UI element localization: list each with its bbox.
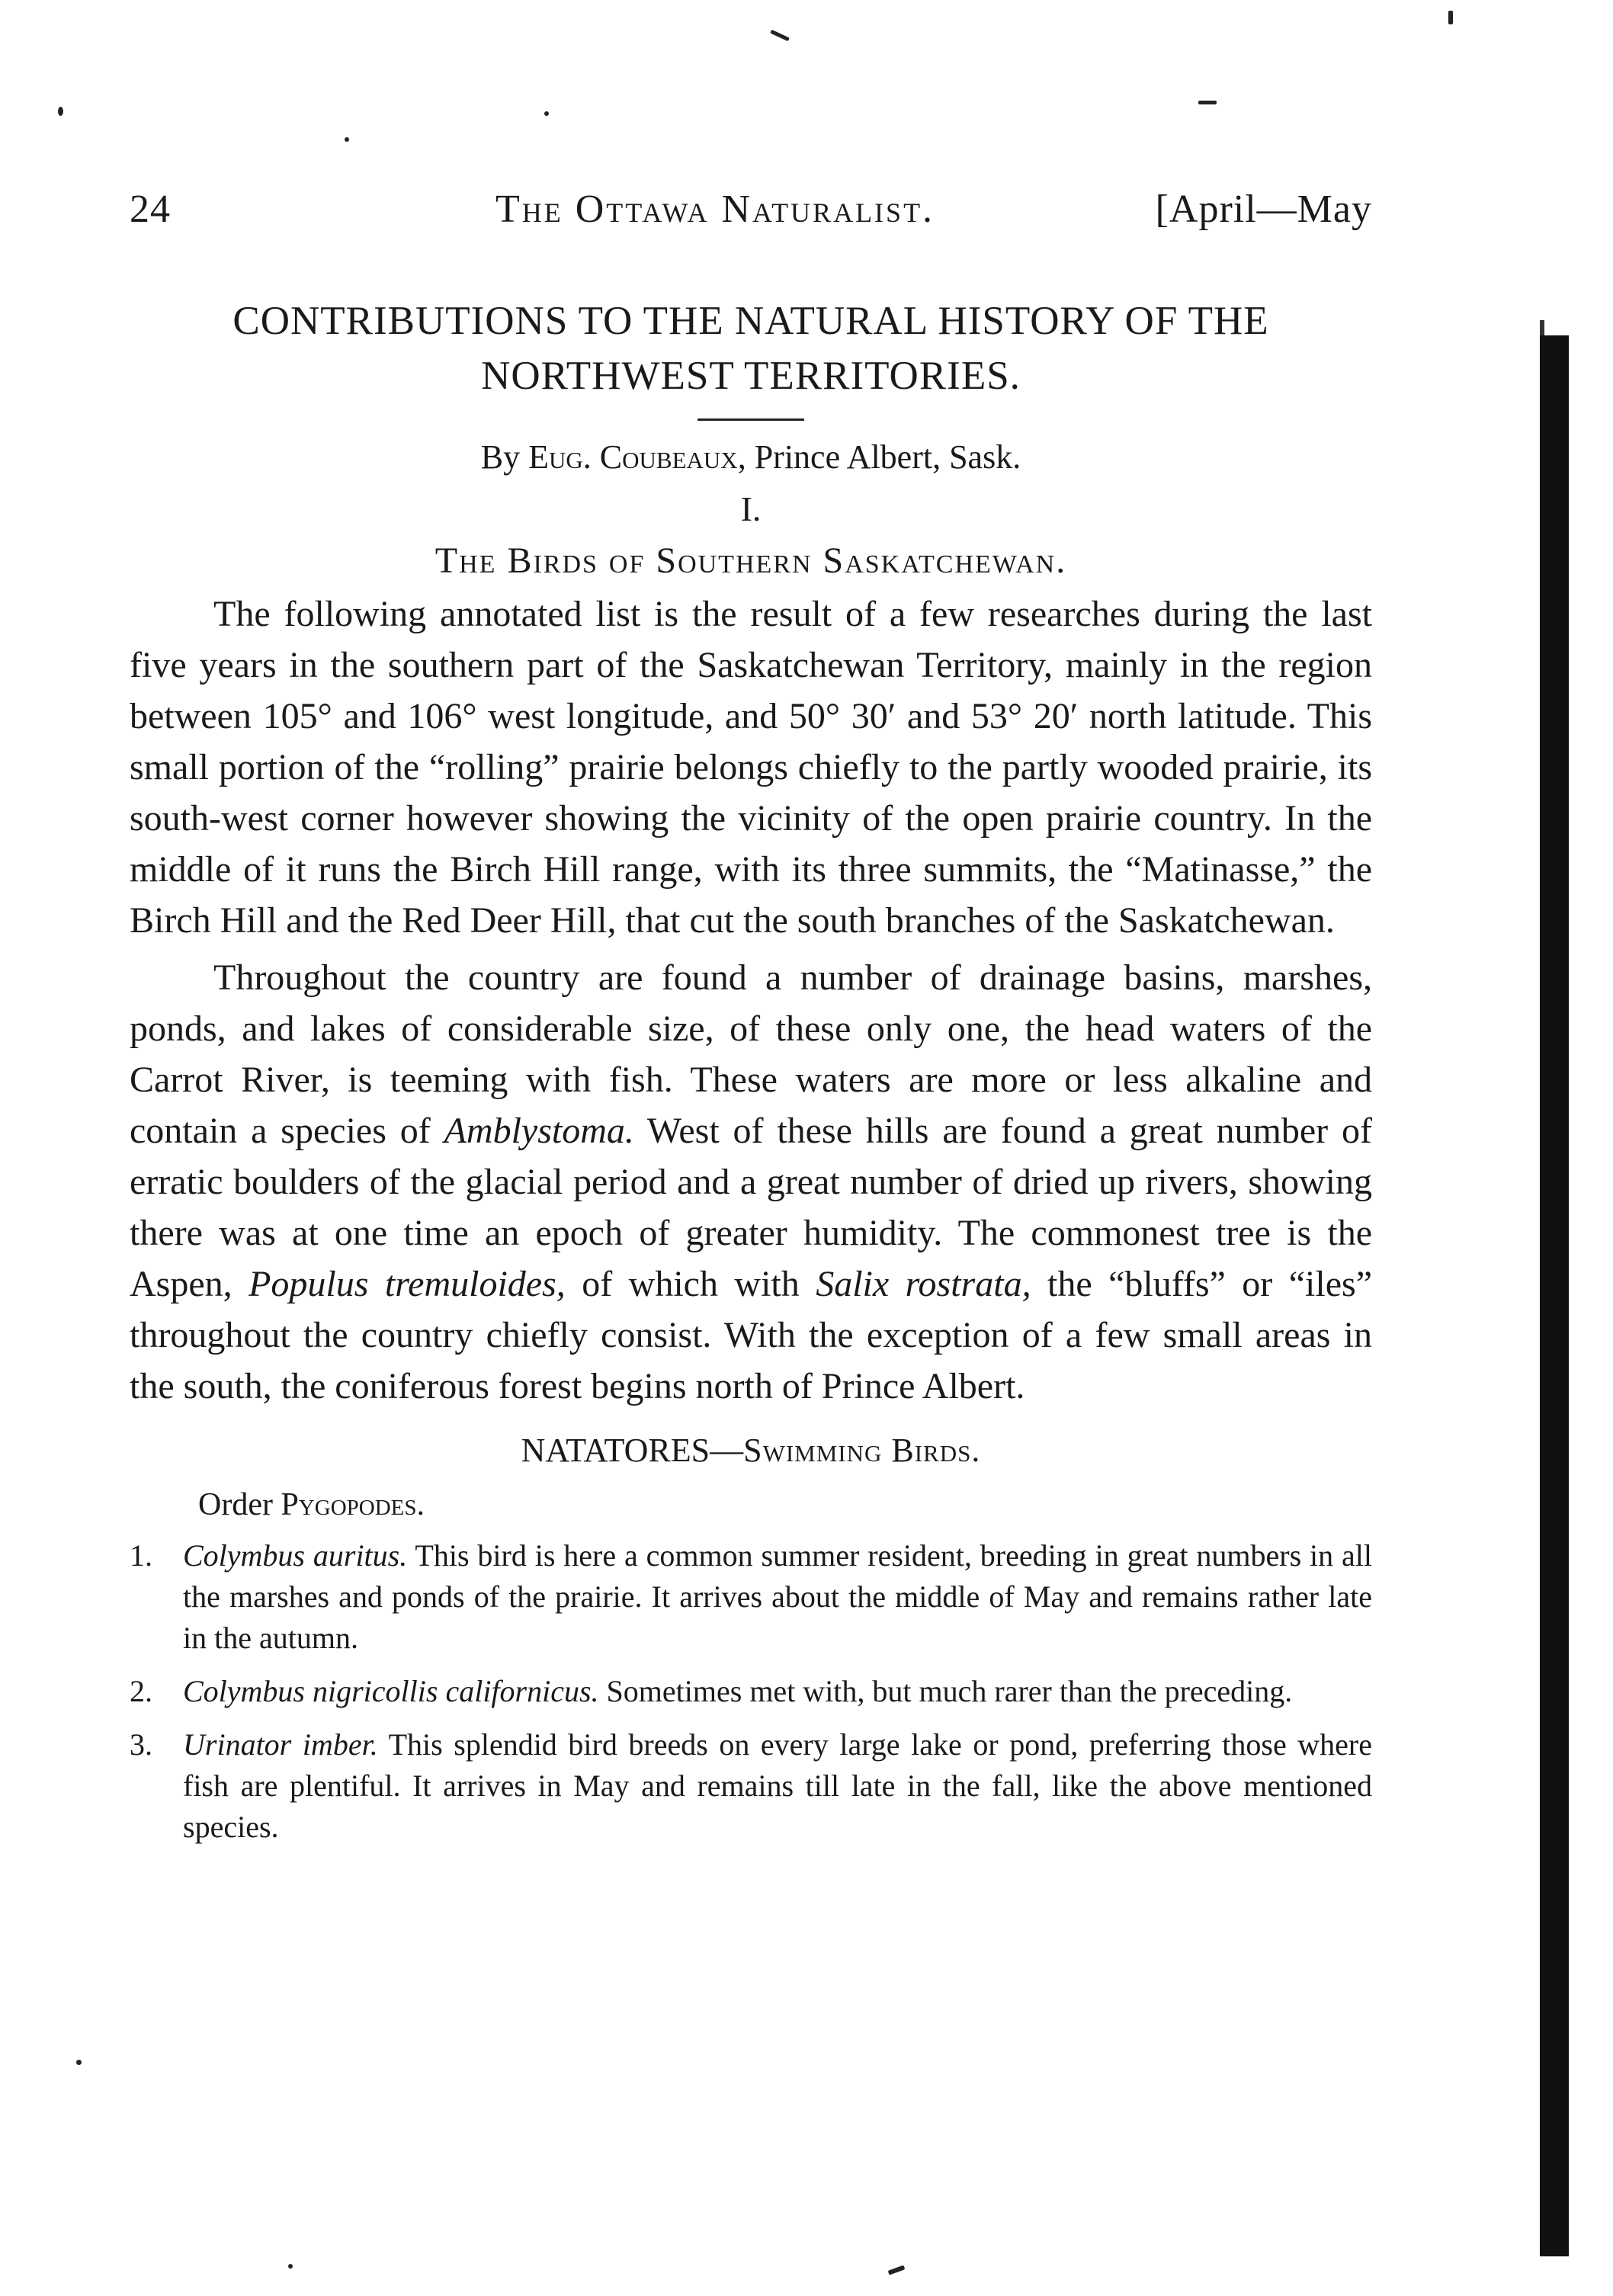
species-description: This bird is here a common summer resident, breeding in great numbers in all the marshes and ponds of the prairie. It arrives about the middle of May and remains rather late in the autumn.	[183, 1538, 1373, 1655]
genus-name: Amblystoma.	[444, 1111, 634, 1151]
paragraph-text: Throughout the country are found a number of drainage basins, marshes, ponds, and lakes of considerable size, of these only one, the head waters of the Carrot River, is teeming with fish. These waters are more or less alkaline and contain a species of	[130, 957, 1372, 1151]
species-number: 3.	[130, 1727, 152, 1762]
journal-title: The Ottawa Naturalist.	[495, 188, 935, 231]
scan-speck	[544, 111, 549, 116]
species-description: Sometimes met with, but much rarer than the preceding.	[598, 1674, 1293, 1708]
species-latin-name: Urinator imber.	[183, 1727, 378, 1762]
paragraph-geography	[130, 952, 1372, 1412]
species-latin-name: Colymbus auritus.	[183, 1538, 408, 1573]
scan-speck	[76, 2060, 82, 2065]
scan-speck	[888, 2265, 906, 2275]
byline	[130, 435, 1372, 480]
scan-speck	[770, 30, 790, 42]
species-number: 1.	[130, 1538, 152, 1573]
species-entry	[130, 1724, 1372, 1848]
title-line-2: NORTHWEST TERRITORIES.	[481, 354, 1021, 398]
order-heading	[198, 1480, 1372, 1529]
author-location: Prince Albert, Sask.	[754, 438, 1021, 476]
article-body	[130, 293, 1372, 1860]
issue-date: [April—May	[1155, 188, 1372, 231]
subsection-rest: Swimming Birds.	[743, 1432, 981, 1469]
part-number: I.	[740, 489, 762, 528]
page-number: 24	[130, 188, 171, 231]
paragraph-text: the “bluffs” or “iles” throughout the country chiefly consist. With the exception of a few small areas in the south, the coniferous forest begins north of Prince Albert.	[130, 1264, 1372, 1406]
species-description: This splendid bird breeds on every large lake or pond, preferring those where fish are plentiful. It arrives in May and remains till late in the fall, like the above mentioned species.	[183, 1727, 1372, 1844]
scan-speck	[58, 107, 63, 116]
section-heading: The Birds of Southern Saskatchewan.	[435, 540, 1067, 581]
scan-speck	[345, 137, 349, 142]
species-name: Salix rostrata,	[816, 1264, 1031, 1304]
species-number: 2.	[130, 1674, 152, 1708]
paragraph-text: of which with	[565, 1264, 816, 1304]
paragraph-intro: The following annotated list is the result of a few researches during the last five years in the southern part of the Saskatchewan Territory, mainly in the region between 105° and 106° west longitude, and 50° 30′ and 53° 20′ north latitude. This small portion of the “rolling” prairie belongs chiefly to the partly wooded prairie, its south-west corner however showing the vicinity of the open prairie country. In the middle of it runs the Birch Hill range, with its three summits, the “Matinasse,” the Birch Hill and the Red Deer Hill, that cut the south branches of the Saskatchewan.	[130, 594, 1372, 941]
order-prefix: Order	[198, 1487, 273, 1522]
paragraph-text: West of these hills are found a great number of erratic boulders of the glacial period and a great number of dried up rivers, showing there was at one time an epoch of greater humidity. The commonest tree is the Aspen,	[130, 1111, 1372, 1304]
subsection-main: NATATORES—	[521, 1432, 744, 1469]
title-rule	[697, 418, 804, 421]
scan-speck	[1198, 101, 1217, 104]
species-list	[130, 1535, 1372, 1848]
article-title	[130, 293, 1372, 403]
byline-prefix: By	[480, 438, 521, 476]
species-entry	[130, 1535, 1372, 1659]
order-name: Pygopodes.	[281, 1487, 425, 1522]
running-head	[130, 187, 1372, 240]
species-latin-name: Colymbus nigricollis californicus.	[183, 1674, 599, 1708]
author-name: Eug. Coubeaux,	[528, 438, 746, 476]
scan-speck	[1448, 11, 1453, 24]
binding-shadow	[1540, 335, 1569, 2256]
species-name: Populus tremuloides,	[249, 1264, 566, 1304]
species-entry	[130, 1671, 1372, 1712]
scan-speck	[288, 2264, 293, 2269]
subsection-heading	[130, 1425, 1372, 1476]
title-line-1: CONTRIBUTIONS TO THE NATURAL HISTORY OF THE	[232, 299, 1269, 343]
